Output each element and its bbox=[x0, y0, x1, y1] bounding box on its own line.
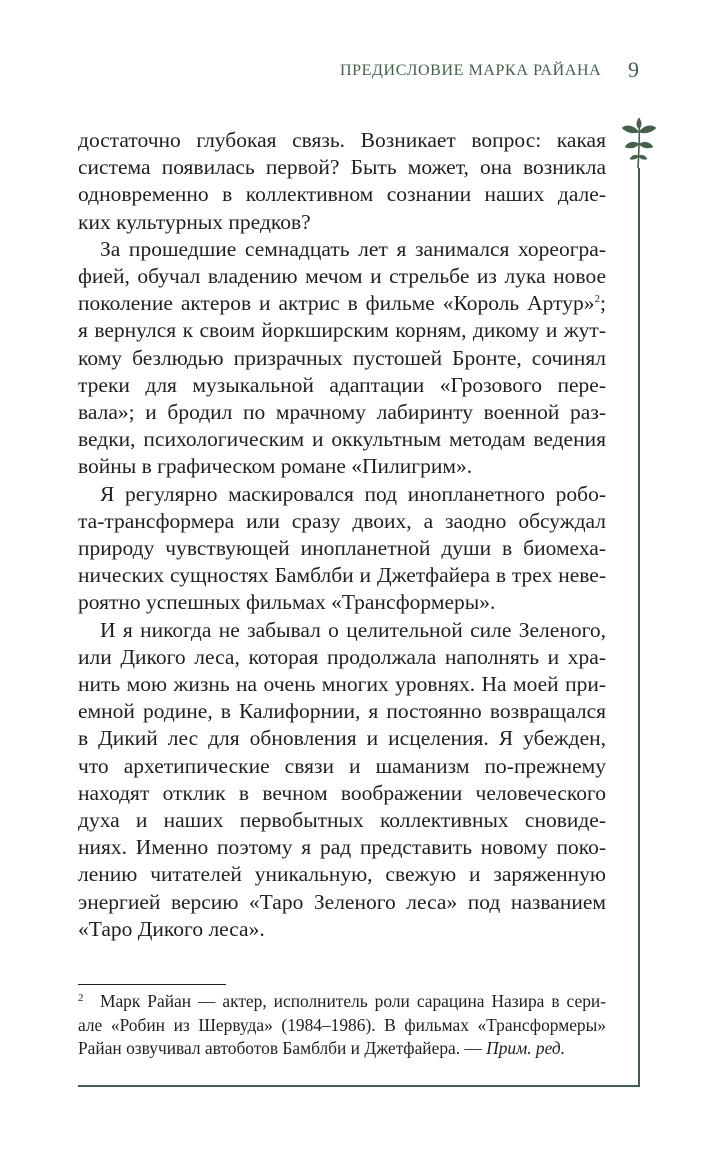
body-line: та-трансформера или сразу двоих, а заодно обсуждал bbox=[78, 508, 606, 533]
body-line: емной родине, в Калифорнии, я постоянно возвращался bbox=[78, 699, 606, 724]
body-line: вала»; и бродил по мрачному лабиринту военной раз- bbox=[78, 400, 606, 425]
body-line: энергией версию «Таро Зеленого леса» под названием bbox=[78, 889, 606, 914]
body-line: фией, обучал владению мечом и стрельбе из лука новое bbox=[78, 264, 606, 289]
body-line: войны в графическом романе «Пилигрим». bbox=[78, 454, 473, 479]
footnote-reference: 2 bbox=[594, 293, 601, 306]
footnote bbox=[78, 990, 606, 1061]
body-line: одновременно в коллективном сознании наших дале- bbox=[78, 182, 606, 207]
body-line-text: поколение актеров и актрис в фильме «Король Артур» bbox=[78, 291, 595, 316]
body-line: находят отклик в вечном воображении человеческого bbox=[78, 780, 606, 805]
footnote-separator bbox=[78, 984, 226, 985]
body-line: треки для музыкальной адаптации «Грозового пере- bbox=[78, 372, 606, 397]
bottom-border-rule bbox=[78, 1085, 640, 1087]
footnote-line: 2 Марк Райан — актер, исполнитель роли сарацина Назира в сери- bbox=[78, 991, 606, 1011]
body-line: лению читателей уникальную, свежую и заряженную bbox=[78, 862, 606, 887]
body-line-with-footnote bbox=[78, 290, 606, 317]
body-line: я вернулся к своим йоркширским корням, дикому и жут- bbox=[78, 318, 606, 343]
body-line: кому безлюдью призрачных пустошей Бронте, сочинял bbox=[78, 345, 606, 370]
body-line: Я регулярно маскировался под инопланетного робо- bbox=[100, 481, 606, 506]
body-line: ких культурных предков? bbox=[78, 209, 311, 234]
side-border-rule bbox=[638, 168, 640, 1086]
body-line: нить мою жизнь на очень многих уровнях. На моей при- bbox=[78, 672, 606, 697]
running-head: ПРЕДИСЛОВИЕ МАРКА РАЙАНА bbox=[340, 62, 602, 79]
footnote-text: Марк Райан — актер, исполнитель роли сарацина Назира в сери- bbox=[100, 991, 606, 1011]
body-line: природу чувствующей инопланетной души в биомеха- bbox=[78, 536, 606, 561]
footnote-text: Райан озвучивал автоботов Бамблби и Джетфайера. — bbox=[78, 1038, 487, 1058]
body-line: нических сущностях Бамблби и Джетфайера в трех неве- bbox=[78, 563, 606, 588]
body-line: или Дикого леса, которая продолжала наполнять и хра- bbox=[78, 644, 606, 669]
body-line: достаточно глубокая связь. Возникает вопрос: какая bbox=[78, 128, 606, 152]
editor-note: Прим. ред. bbox=[486, 1038, 566, 1058]
body-line: роятно успешных фильмах «Трансформеры». bbox=[78, 590, 496, 615]
footnote-line bbox=[78, 1037, 606, 1061]
body-line: духа и наших первобытных коллективных сновиде- bbox=[78, 808, 606, 833]
body-line: За прошедшие семнадцать лет я занимался хореогра- bbox=[100, 236, 606, 261]
body-line: «Таро Дикого леса». bbox=[78, 916, 265, 941]
leaf-sprig-icon bbox=[619, 114, 659, 170]
page-number: 9 bbox=[628, 57, 639, 82]
footnote-line: але «Робин из Шервуда» (1984–1986). В фильмах «Трансформеры» bbox=[78, 1014, 606, 1035]
body-line: что архетипические связи и шаманизм по-прежнему bbox=[78, 753, 606, 778]
body-line: в Дикий лес для обновления и исцеления. Я убежден, bbox=[78, 726, 606, 751]
footnote-reference-punct: ; bbox=[600, 291, 606, 316]
body-line: И я никогда не забывал о целительной силе Зеленого, bbox=[100, 617, 606, 642]
body-line: ниях. Именно поэтому я рад представить новому поко- bbox=[78, 835, 606, 860]
main-text-body bbox=[78, 127, 606, 943]
body-line: ведки, психологическим и оккультным методам ведения bbox=[78, 427, 606, 452]
body-line: система появилась первой? Быть может, она возникла bbox=[78, 155, 606, 180]
